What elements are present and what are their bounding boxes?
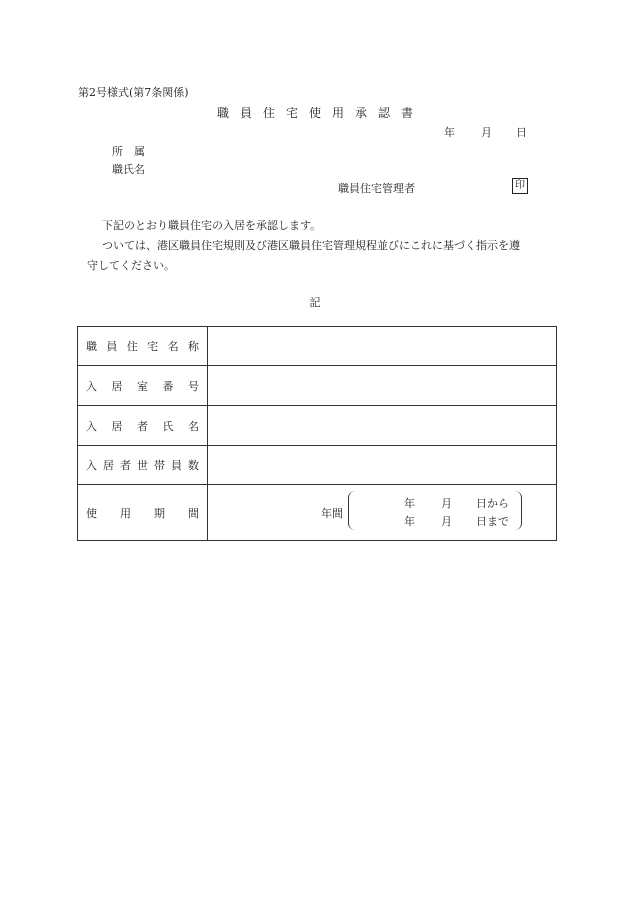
value-resident-name[interactable] [208, 406, 557, 446]
label-char: 期 [154, 506, 165, 520]
label-housing-name [78, 327, 208, 366]
info-table [77, 326, 557, 541]
label-char: 帯 [154, 459, 165, 472]
affiliation-label: 所属 [112, 145, 156, 158]
title-text: 職員住宅使用承認書 [216, 106, 424, 120]
label-char: 者 [137, 419, 148, 433]
label-char: 号 [188, 379, 199, 393]
issue-date [444, 124, 526, 140]
label-char: 員 [171, 459, 182, 472]
value-housing-name[interactable] [208, 327, 557, 366]
period-years-label: 年間 [321, 507, 343, 520]
label-char: 室 [137, 379, 148, 393]
label-household-count [78, 446, 208, 485]
label-char: 入 [86, 419, 97, 433]
label-char: 間 [188, 506, 199, 520]
label-char: 氏 [162, 419, 174, 433]
label-char: 者 [120, 459, 131, 472]
date-day-label: 日 [516, 126, 527, 139]
approval-text-line2: ついては、港区職員住宅規則及び港区職員住宅管理規程並びにこれに基づく指示を遵 [102, 239, 520, 252]
from-day-label: 日から [476, 497, 509, 510]
to-year-label: 年 [404, 515, 415, 528]
table-row-household-count [78, 446, 557, 485]
value-room-number[interactable] [208, 366, 557, 406]
from-month-label: 月 [441, 497, 452, 510]
label-char: 員 [106, 340, 118, 353]
label-char: 使 [86, 506, 97, 520]
value-household-count[interactable] [208, 446, 557, 485]
label-char: 入 [86, 379, 97, 393]
ki-heading: 記 [309, 296, 321, 309]
label-resident-name [78, 406, 208, 446]
label-char: 職 [86, 340, 97, 353]
form-id: 第2号様式(第7条関係) [78, 86, 189, 99]
document-title [0, 104, 630, 121]
table-row-resident-name [78, 406, 557, 446]
table-row-housing-name [78, 327, 557, 366]
label-char: 入 [86, 459, 97, 472]
label-char: 居 [111, 419, 123, 433]
table-row-room-number [78, 366, 557, 406]
manager-label: 職員住宅管理者 [338, 182, 415, 195]
to-day-label: 日まで [476, 515, 509, 528]
label-char: 居 [111, 379, 123, 393]
label-char: 番 [162, 379, 174, 393]
label-char: 名 [167, 340, 179, 353]
seal-box: 印 [512, 178, 528, 194]
approval-text-line3: 守してください。 [87, 259, 175, 272]
date-month-label: 月 [481, 126, 492, 139]
value-period[interactable] [208, 485, 557, 541]
approval-text-line1: 下記のとおり職員住宅の入居を承認します。 [102, 219, 322, 232]
label-room-number [78, 366, 208, 406]
label-char: 名 [188, 419, 199, 433]
label-char: 数 [188, 459, 199, 472]
label-char: 宅 [147, 340, 159, 353]
table-row-period [78, 485, 557, 541]
to-month-label: 月 [441, 515, 452, 528]
label-char: 用 [120, 506, 131, 520]
label-char: 世 [137, 459, 148, 472]
from-year-label: 年 [404, 497, 415, 510]
staff-name-label: 職氏名 [112, 163, 145, 176]
label-char: 住 [126, 340, 138, 353]
label-char: 称 [187, 340, 199, 353]
date-year-label: 年 [444, 126, 455, 139]
period-to [404, 513, 509, 529]
label-char: 居 [103, 459, 114, 472]
period-from [404, 495, 509, 511]
label-period [78, 485, 208, 541]
